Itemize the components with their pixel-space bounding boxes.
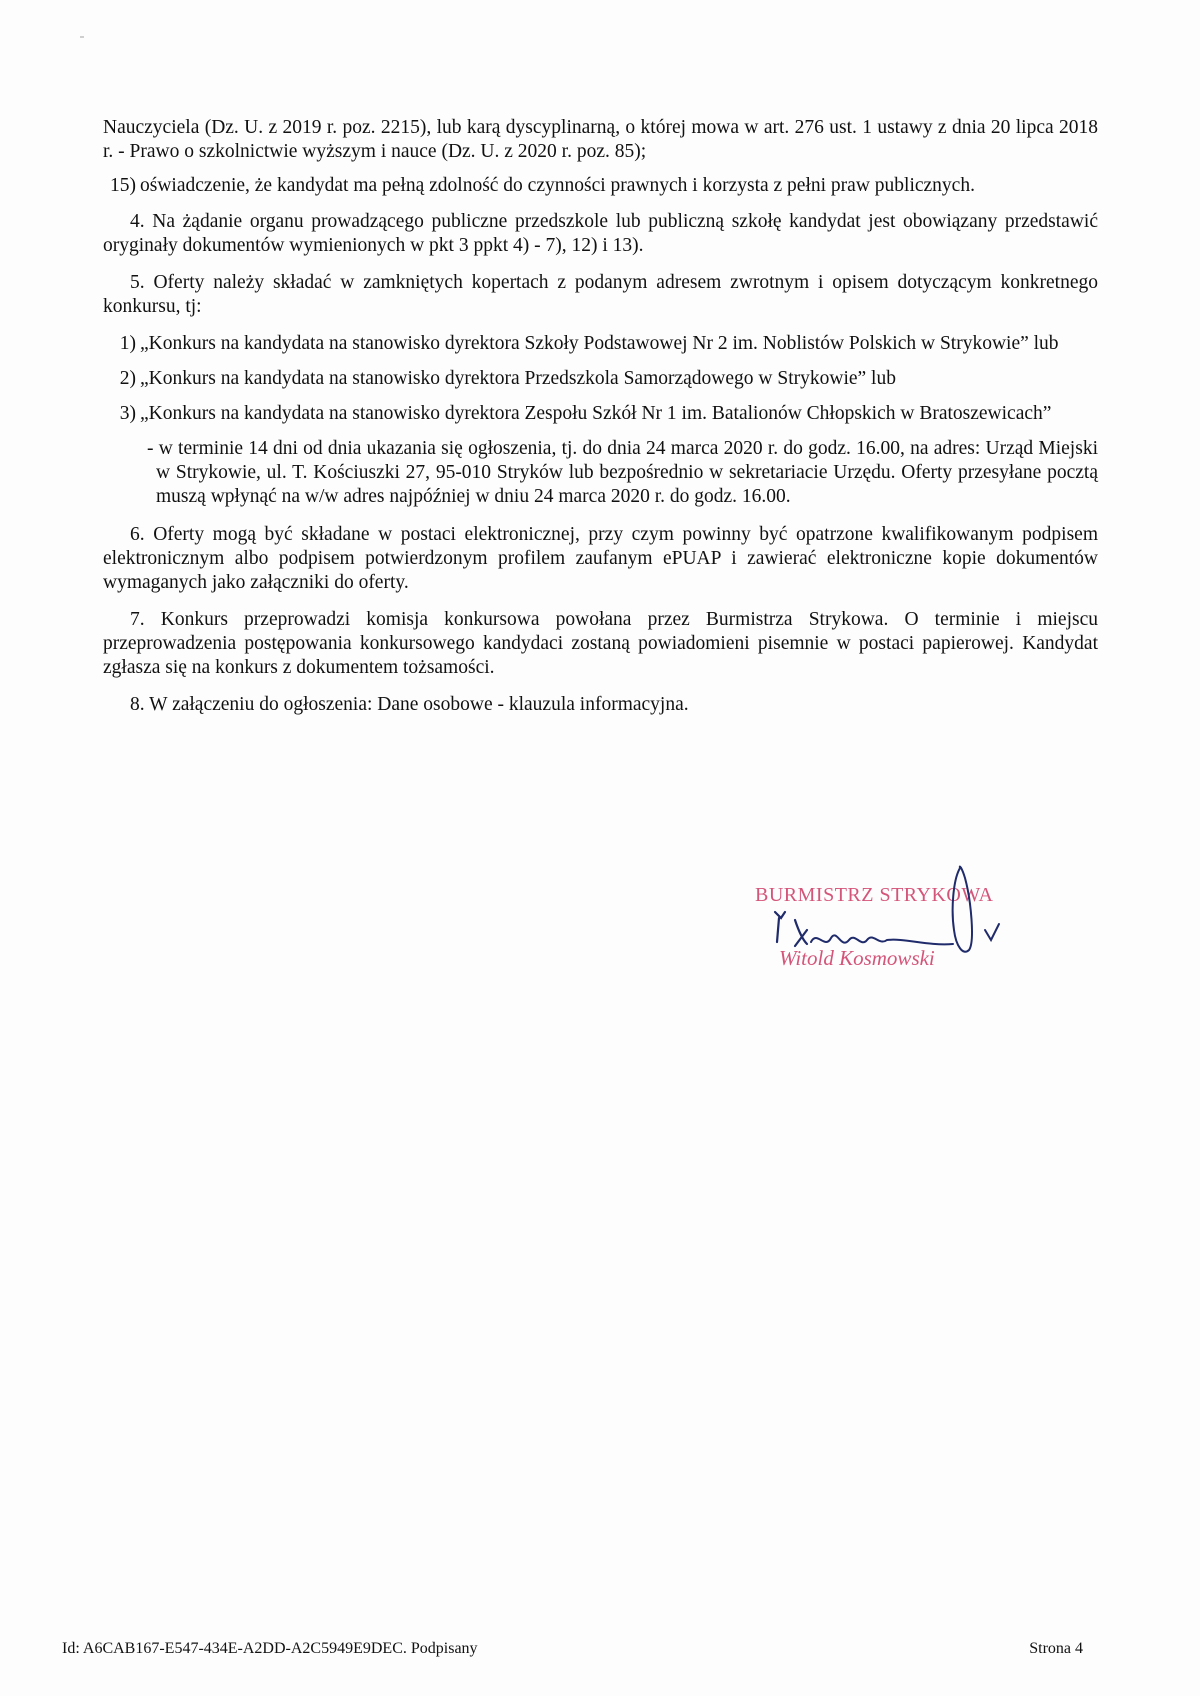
list-item-number: 3) (119, 403, 136, 424)
list-item-text: „Konkurs na kandydata na stanowisko dyrektora Szkoły Podstawowej Nr 2 im. Noblistów Polskich w Strykowie” lub (140, 333, 1059, 354)
page-footer (62, 1640, 1083, 1658)
mayor-stamp (755, 860, 1015, 980)
list-item (103, 402, 1098, 426)
list-item-number: 1) (119, 333, 136, 354)
page-number: Strona 4 (1029, 1640, 1083, 1657)
handwritten-signature (755, 860, 1015, 980)
paragraph-4: 4. Na żądanie organu prowadzącego publiczne przedszkole lub publiczną szkołę kandydat jest obowiązany przedstawić oryginały dokumentów wymienionych w pkt 3 ppkt 4) - 7), 12) i 13). (103, 211, 1098, 256)
list-item-15 (103, 174, 1098, 198)
paragraph-6: 6. Oferty mogą być składane w postaci elektronicznej, przy czym powinny być opatrzone kwalifikowanym podpisem elektronicznym albo podpisem potwierdzonym profilem zaufanym ePUAP i zawierać elektroniczne kopie dokumentów wymaganych jako załączniki do oferty. (103, 524, 1098, 593)
list-item-text: „Konkurs na kandydata na stanowisko dyrektora Zespołu Szkół Nr 1 im. Batalionów Chłopskich w Bratoszewicach” (140, 403, 1052, 424)
list-item-number: 2) (119, 368, 136, 389)
deadline-paragraph: - w terminie 14 dni od dnia ukazania się ogłoszenia, tj. do dnia 24 marca 2020 r. do godz. 16.00, na adres: Urząd Miejski w Strykowie, ul. T. Kościuszki 27, 95-010 Stryków lub bezpośrednio w sekretariacie Urzędu. Oferty przesyłane pocztą muszą wpłynąć na w/w adres najpóźniej w dniu 24 marca 2020 r. do godz. 16.00. (147, 438, 1098, 507)
stamp-name: Witold Kosmowski (779, 946, 935, 970)
paragraph-7: 7. Konkurs przeprowadzi komisja konkursowa powołana przez Burmistrza Strykowa. O terminie i miejscu przeprowadzenia postępowania konkursowego kandydaci zostaną powiadomieni pisemnie w postaci papierowej. Kandydat zgłasza się na konkurs z dokumentem tożsamości. (103, 609, 1098, 678)
paragraph-5: 5. Oferty należy składać w zamkniętych kopertach z podanym adresem zwrotnym i opisem dotyczącym konkretnego konkursu, tj: (103, 272, 1098, 317)
paragraph-continuation: Nauczyciela (Dz. U. z 2019 r. poz. 2215), lub karą dyscyplinarną, o której mowa w art. 276 ust. 1 ustawy z dnia 20 lipca 2018 r. - Prawo o szkolnictwie wyższym i nauce (Dz. U. z 2020 r. poz. 85); (103, 117, 1098, 162)
list-item-text: „Konkurs na kandydata na stanowisko dyrektora Przedszkola Samorządowego w Strykowie” lub (140, 368, 896, 389)
list-item (103, 367, 1098, 391)
scan-artifact (80, 36, 84, 38)
document-body (103, 116, 1098, 730)
list-item-text: oświadczenie, że kandydat ma pełną zdolność do czynności prawnych i korzysta z pełni praw publicznych. (140, 175, 975, 196)
paragraph-8: 8. W załączeniu do ogłoszenia: Dane osobowe - klauzula informacyjna. (130, 694, 689, 715)
stamp-title: BURMISTRZ STRYKOWA (755, 884, 994, 906)
document-id: Id: A6CAB167-E547-434E-A2DD-A2C5949E9DEC. Podpisany (62, 1640, 478, 1657)
list-item (103, 332, 1098, 356)
list-item-number: 15) (110, 175, 136, 196)
